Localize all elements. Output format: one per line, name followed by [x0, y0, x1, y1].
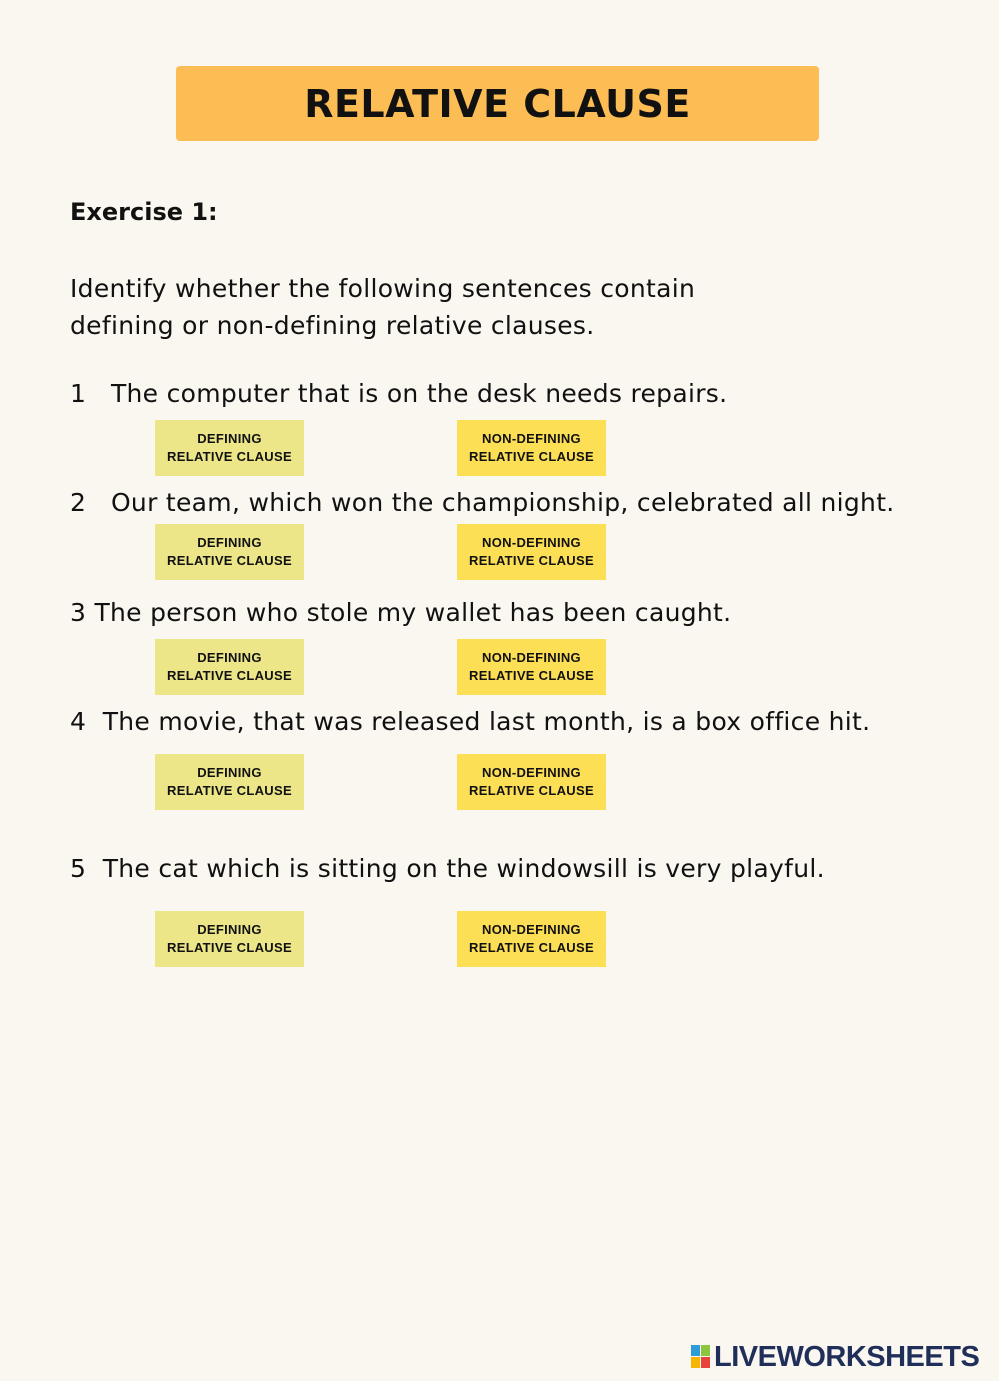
option-label: RELATIVE CLAUSE — [469, 553, 594, 568]
sentence-4: 4 The movie, that was released last month, is a box office hit. — [70, 707, 871, 736]
non-defining-option-1[interactable] — [457, 420, 606, 476]
sentence-1: 1 The computer that is on the desk needs repairs. — [70, 379, 728, 408]
sentence-2: 2 Our team, which won the championship, celebrated all night. — [70, 488, 895, 517]
option-label: RELATIVE CLAUSE — [167, 783, 292, 798]
non-defining-option-2[interactable] — [457, 524, 606, 580]
non-defining-option-3[interactable] — [457, 639, 606, 695]
option-label: NON-DEFINING — [482, 922, 581, 937]
option-label: RELATIVE CLAUSE — [469, 668, 594, 683]
page-title: RELATIVE CLAUSE — [304, 81, 691, 126]
option-label: RELATIVE CLAUSE — [167, 449, 292, 464]
exercise-heading: Exercise 1: — [70, 198, 218, 226]
defining-option-4[interactable] — [155, 754, 304, 810]
option-label: NON-DEFINING — [482, 431, 581, 446]
sentence-3: 3 The person who stole my wallet has been caught. — [70, 598, 732, 627]
title-banner — [176, 66, 819, 141]
option-label: DEFINING — [197, 922, 262, 937]
liveworksheets-logo-icon — [691, 1345, 711, 1369]
option-label: DEFINING — [197, 765, 262, 780]
non-defining-option-5[interactable] — [457, 911, 606, 967]
sentence-5: 5 The cat which is sitting on the windowsill is very playful. — [70, 854, 825, 883]
option-label: RELATIVE CLAUSE — [167, 940, 292, 955]
logo-text: LIVEWORKSHEETS — [714, 1340, 980, 1373]
instructions-text: Identify whether the following sentences contain defining or non-defining relative clauses. — [70, 274, 696, 340]
defining-option-5[interactable] — [155, 911, 304, 967]
option-label: DEFINING — [197, 535, 262, 550]
non-defining-option-4[interactable] — [457, 754, 606, 810]
option-label: RELATIVE CLAUSE — [469, 449, 594, 464]
option-label: NON-DEFINING — [482, 765, 581, 780]
defining-option-2[interactable] — [155, 524, 304, 580]
option-label: NON-DEFINING — [482, 535, 581, 550]
option-label: RELATIVE CLAUSE — [167, 668, 292, 683]
option-label: RELATIVE CLAUSE — [469, 940, 594, 955]
liveworksheets-logo — [691, 1342, 979, 1372]
defining-option-3[interactable] — [155, 639, 304, 695]
option-label: NON-DEFINING — [482, 650, 581, 665]
option-label: RELATIVE CLAUSE — [469, 783, 594, 798]
option-label: DEFINING — [197, 431, 262, 446]
defining-option-1[interactable] — [155, 420, 304, 476]
option-label: DEFINING — [197, 650, 262, 665]
option-label: RELATIVE CLAUSE — [167, 553, 292, 568]
